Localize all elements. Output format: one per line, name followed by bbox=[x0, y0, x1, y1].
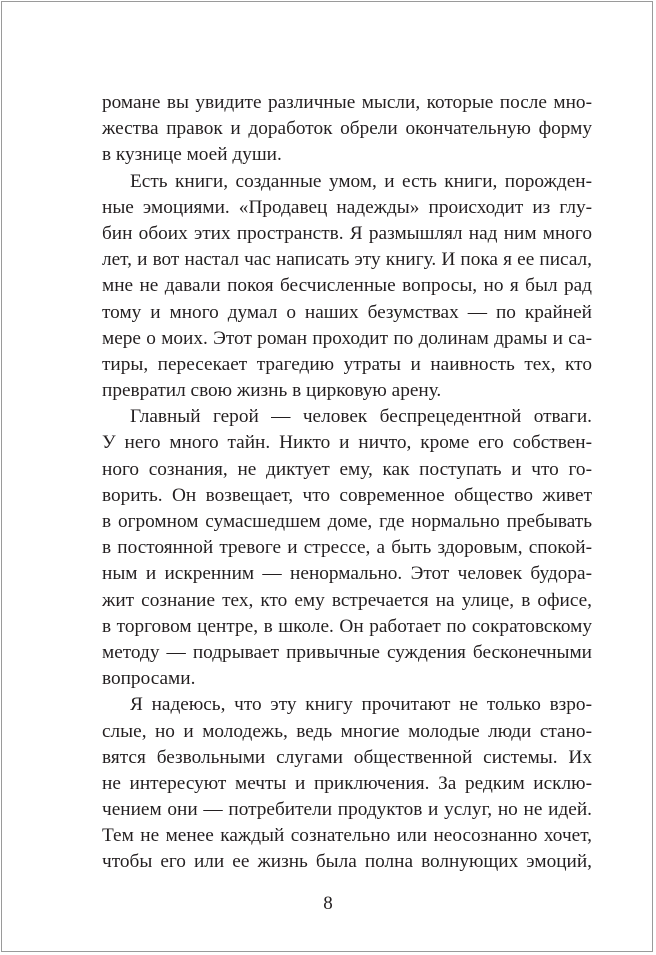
text-line: в торговом центре, в школе. Он работает по сократовскому bbox=[102, 615, 592, 637]
text-line: в кузнице моей души. bbox=[102, 144, 282, 166]
text-line: жества правок и доработок обрели окончательную форму bbox=[102, 118, 592, 140]
text-line: вопросами. bbox=[102, 668, 196, 690]
text-line: ворить. Он возвещает, что современное общество живет bbox=[102, 484, 592, 506]
text-line: бин обоих этих пространств. Я размышлял над ним много bbox=[102, 222, 592, 244]
text-line: мере о моих. Этот роман проходит по долинам драмы и са- bbox=[102, 327, 592, 349]
text-line: слые, но и молодежь, ведь многие молодые люди стано- bbox=[102, 720, 592, 742]
text-line: в огромном сумасшедшем доме, где нормально пребывать bbox=[102, 511, 592, 532]
text-line: не интересуют мечты и приключения. За редким исклю- bbox=[102, 772, 592, 794]
text-line: романе вы увидите различные мысли, которые после мно- bbox=[102, 92, 592, 113]
text-line: чением они — потребители продуктов и услуг, но не идей. bbox=[102, 799, 592, 821]
text-line: мне не давали покоя бесчисленные вопросы, но я был рад bbox=[102, 275, 592, 297]
text-line: ным и искренним — ненормально. Этот человек будора- bbox=[102, 563, 592, 585]
text-line: превратил свою жизнь в цирковую арену. bbox=[102, 380, 442, 402]
text-line: методу — подрывает привычные суждения бесконечными bbox=[102, 641, 592, 663]
paragraph bbox=[102, 404, 592, 692]
body-text bbox=[102, 90, 592, 876]
paragraph bbox=[102, 169, 592, 405]
text-line: Я надеюсь, что эту книгу прочитают не только взро- bbox=[130, 694, 592, 716]
text-line: Главный герой — человек беспрецедентной отваги. bbox=[130, 406, 592, 428]
text-line: тиры, пересекает трагедию утраты и наивность тех, кто bbox=[102, 353, 592, 375]
text-line: жит сознание тех, кто ему встречается на улице, в офисе, bbox=[102, 589, 592, 611]
paragraph bbox=[102, 692, 592, 875]
text-line: ные эмоциями. «Продавец надежды» происходит из глу- bbox=[102, 196, 592, 218]
text-line: Тем не менее каждый сознательно или неосознанно хочет, bbox=[102, 825, 592, 847]
text-line: У него много тайн. Никто и ничто, кроме его собствен- bbox=[102, 432, 592, 454]
text-line: чтобы его или ее жизнь была полна волнующих эмоций, bbox=[102, 851, 592, 873]
text-line: вятся безвольными слугами общественной системы. Их bbox=[102, 746, 592, 768]
text-line: лет, и вот настал час написать эту книгу. И пока я ее писал, bbox=[102, 249, 592, 271]
text-line: ного сознания, не диктует ему, как поступать и что го- bbox=[102, 458, 592, 480]
text-line: тому и много думал о наших безумствах — по крайней bbox=[102, 301, 592, 323]
paragraph bbox=[102, 90, 592, 169]
text-line: в постоянной тревоге и стрессе, а быть здоровым, спокой- bbox=[102, 537, 592, 559]
text-line: Есть книги, созданные умом, и есть книги, порожден- bbox=[130, 170, 592, 192]
page-number: 8 bbox=[323, 893, 333, 914]
